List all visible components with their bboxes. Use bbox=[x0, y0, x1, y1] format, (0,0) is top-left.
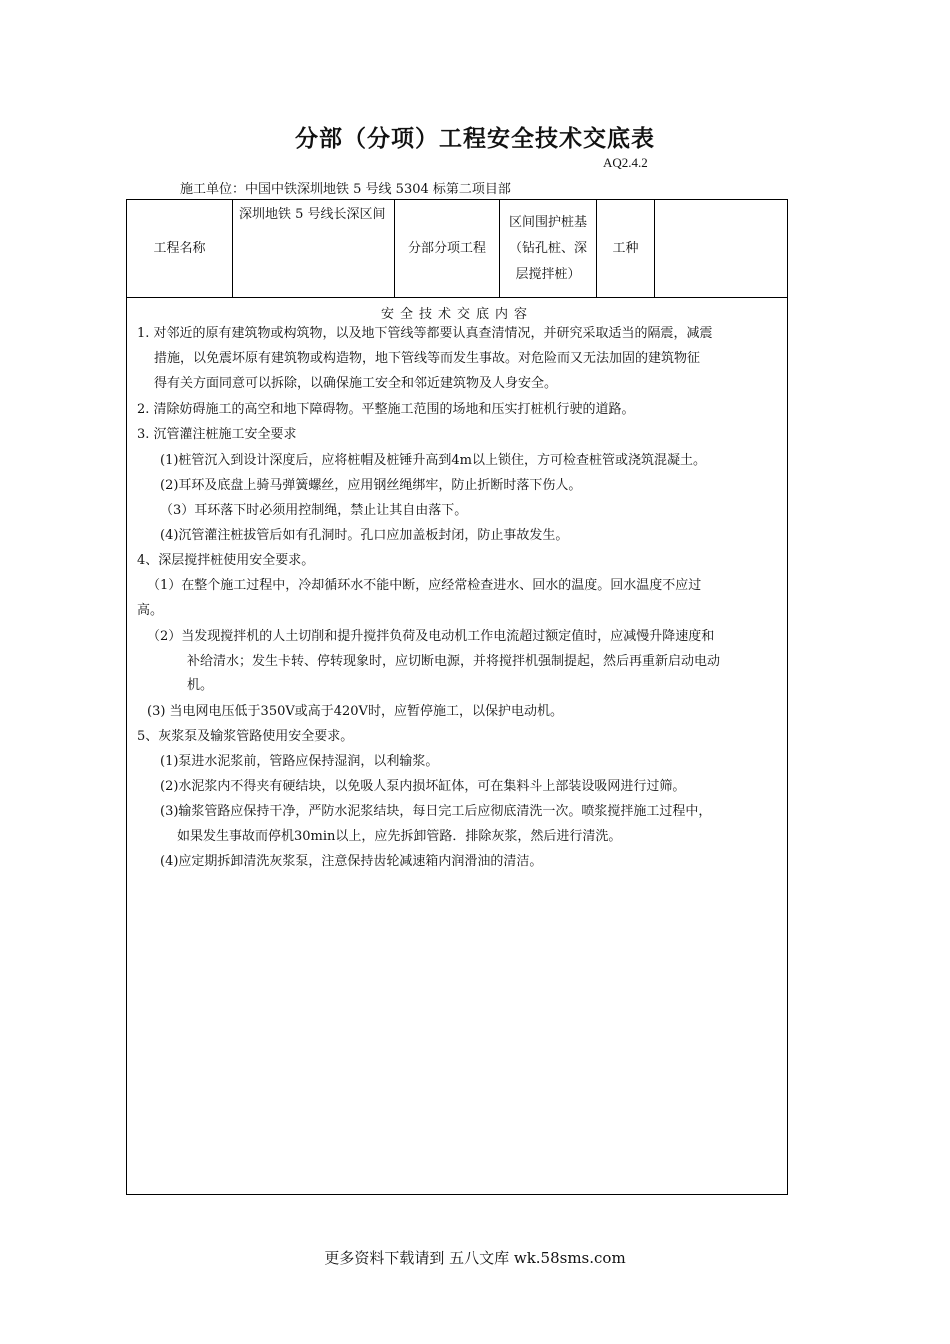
content-line: 5、灰浆泵及输浆管路使用安全要求。 bbox=[137, 729, 354, 744]
content-line: 1. 对邻近的原有建筑物或构筑物，以及地下管线等都要认真查清情况，并研究采取适当的隔震，减震 bbox=[137, 326, 713, 341]
work-type-value bbox=[655, 200, 787, 297]
content-line: (1)泵进水泥浆前，管路应保持湿润，以利输浆。 bbox=[160, 754, 439, 769]
content-line: 3. 沉管灌注桩施工安全要求 bbox=[137, 427, 297, 442]
subproject-label: 分部分项工程 bbox=[395, 200, 500, 297]
content-line: （2）当发现搅拌机的人土切削和提升搅拌负荷及电动机工作电流超过额定值时，应减慢升降速度和 bbox=[147, 629, 715, 644]
subproject-value: 区间围护桩基（钻孔桩、深层搅拌桩） bbox=[500, 200, 597, 297]
content-line: 4、深层搅拌桩使用安全要求。 bbox=[137, 553, 315, 568]
content-line: (4)沉管灌注桩拔管后如有孔洞时。孔口应加盖板封闭，防止事故发生。 bbox=[160, 528, 569, 543]
content-line: （1）在整个施工过程中，冷却循环水不能中断，应经常检查进水、回水的温度。回水温度不应过 bbox=[147, 578, 702, 593]
construction-unit: 施工单位：中国中铁深圳地铁 5 号线 5304 标第二项目部 bbox=[180, 182, 511, 197]
disclosure-table bbox=[126, 199, 788, 1195]
content-line: 补给清水；发生卡转、停转现象时，应切断电源，并将搅拌机强制提起，然后再重新启动电动 bbox=[187, 654, 721, 669]
content-line: 高。 bbox=[137, 603, 164, 618]
document-code: AQ2.4.2 bbox=[603, 155, 648, 170]
project-name-label: 工程名称 bbox=[127, 200, 233, 297]
content-line: 措施，以免震坏原有建筑物或构造物，地下管线等而发生事故。对危险而又无法加固的建筑物征 bbox=[154, 351, 701, 366]
content-line: 机。 bbox=[187, 678, 214, 693]
content-line: (2)耳环及底盘上骑马弹簧螺丝，应用钢丝绳绑牢，防止折断时落下伤人。 bbox=[160, 478, 582, 493]
content-heading: 安全技术交底内容 bbox=[380, 307, 533, 322]
document-title: 分部（分项）工程安全技术交底表 bbox=[295, 125, 655, 152]
work-type-label: 工种 bbox=[597, 200, 655, 297]
content-line: (3)输浆管路应保持干净，严防水泥浆结块，每日完工后应彻底清洗一次。喷浆搅拌施工过程中， bbox=[160, 804, 712, 819]
project-name-value: 深圳地铁 5 号线长深区间 bbox=[233, 200, 395, 297]
header-row bbox=[127, 200, 787, 298]
content-line: 得有关方面同意可以拆除，以确保施工安全和邻近建筑物及人身安全。 bbox=[154, 376, 558, 391]
content-line: (4)应定期拆卸清洗灰浆泵，注意保持齿轮减速箱内润滑油的清洁。 bbox=[160, 854, 543, 869]
content-line: (2)水泥浆内不得夹有硬结块，以免吸人泵内损坏缸体，可在集料斗上部装设吸网进行过筛。 bbox=[160, 779, 686, 794]
content-line: （3）耳环落下时必须用控制绳，禁止让其自由落下。 bbox=[160, 503, 468, 518]
content-line: 2. 清除妨碍施工的高空和地下障碍物。平整施工范围的场地和压实打桩机行驶的道路。 bbox=[137, 402, 635, 417]
content-line: 如果发生事故而停机30min以上，应先拆卸管路．排除灰浆，然后进行清洗。 bbox=[177, 829, 622, 844]
content-line: (1)桩管沉入到设计深度后，应将桩帽及桩锤升高到4m以上锁住，方可检查桩管或浇筑混凝土。 bbox=[160, 453, 707, 468]
content-line: (3) 当电网电压低于350V或高于420V时，应暂停施工，以保护电动机。 bbox=[147, 704, 563, 719]
footer-download-link[interactable]: 更多资料下载请到 五八文库 wk.58sms.com bbox=[324, 1249, 626, 1267]
